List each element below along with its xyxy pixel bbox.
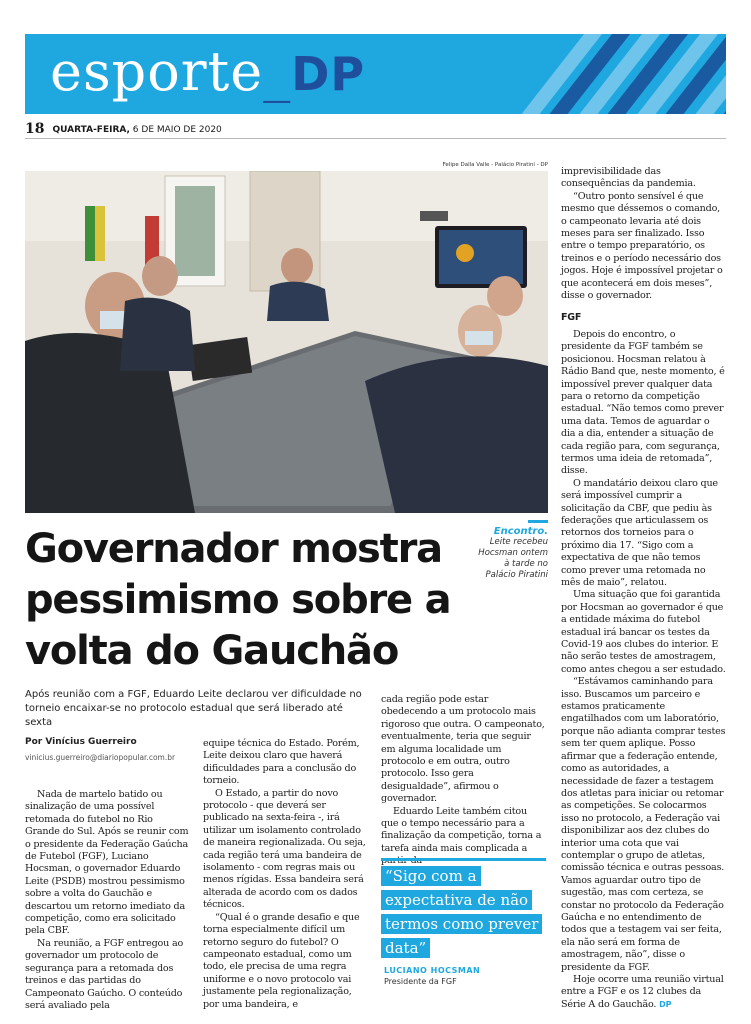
paragraph: “Outro ponto sensível é que mesmo que déssemos o comando, o campeonato levaria até dois meses para ser finalizado. Isso entre o tempo preparatório, os treinos e o período necessário dos jogos. Hoje é impossível projetar o que acontecerá em dois meses”, disse o governador. (561, 190, 723, 302)
body-column-3 (381, 694, 546, 868)
caption-lead: Encontro. (493, 526, 548, 537)
pullquote-role: Presidente da FGF (384, 977, 457, 986)
pullquote (381, 864, 546, 960)
photo-caption (472, 520, 548, 581)
pullquote-author: LUCIANO HOCSMAN (384, 966, 481, 975)
folio-line (25, 121, 726, 137)
paragraph: Na reunião, a FGF entregou ao governador um protocolo de segurança para a retomada dos treinos e das partidas do Campeonato Gaúcho. O conteúdo será avaliado pela (25, 937, 184, 1011)
news-photo (25, 171, 548, 513)
body-column-4 (561, 166, 726, 1011)
body-column-1 (25, 789, 190, 1012)
paragraph: “Estávamos caminhando para isso. Buscamos um parceiro e estamos praticamente engatilhados com um laboratório, porque não adianta comprar testes sem ter quem aplique. Posso afirmar que a federação entende, como as autoridades, a necessidade de fazer a testagem dos atletas para iniciar ou retomar as competições. Se colocarmos isso no protocolo, a Federação vai disponibilizar aos dez clubes do interior uma cota que vai contemplar o grupo de atletas, comissão técnica e outras pessoas. Vamos aguardar outro tipo de sugestão, mas com certeza, se constar no protocolo da Federação Gaúcha e no entendimento de todos que a testagem vai ser feita, ela não será em forma de amostragem, não”, disse o presidente da FGF. (561, 676, 726, 973)
weekday: QUARTA-FEIRA, (52, 125, 130, 135)
paragraph: O Estado, a partir do novo protocolo - que deverá ser publicado na sexta-feira -, irá utilizar um isolamento controlado de maneira regionalizada. Ou seja, cada região terá uma bandeira de isolamento - com regras mais ou menos rígidas. Essa bandeira será alterada de acordo com os dados técnicos. (203, 787, 366, 911)
brand-logo: DP (291, 47, 366, 101)
subhead: FGF (561, 312, 582, 324)
paragraph: Depois do encontro, o presidente da FGF também se posicionou. Hocsman relatou à Rádio Band que, neste momento, é impossível prever qualquer data para o retorno da competição estadual. “Não temos como prever uma data. Temos de aguardar o dia a dia, entender a situação de cada região para, com segurança, termos uma ideia de retomada”, disse. (561, 328, 725, 477)
subheadline: Após reunião com a FGF, Eduardo Leite declarou ver dificuldade no torneio encaixar-se no protocolo estadual que será liberado até sexta (25, 689, 362, 728)
paragraph: Uma situação que foi garantida por Hocsman ao governador é que a entidade máxima do futebol estadual irá bancar os testes da Covid-19 aos clubes do interior. E não serão testes de amostragem, como antes chegou a ser estudado. (561, 589, 726, 675)
paragraph: Nada de martelo batido ou sinalização de uma possível retomada do futebol no Rio Grande do Sul. Após se reunir com o presidente da Federação Gaúcha de Futebol (FGF), Luciano Hocsman, o governador Eduardo Leite (PSDB) mostrou pessimismo sobre a volta do Gauchão e descartou um retorno imediato da competição, como era solicitado pela CBF. (25, 789, 189, 937)
paragraph: Eduardo Leite também citou que o tempo necessário para a finalização da competição, torna a tarefa ainda mais complicada a (381, 805, 542, 854)
meeting-photo-illustration (25, 171, 548, 513)
paragraph: Hoje ocorre uma reunião virtual entre a FGF e os 12 clubes da Série A do Gauchão. DP (561, 974, 724, 1010)
paragraph: equipe técnica do Estado. Porém, Leite deixou claro que haverá dificuldades para a conclusão do torneio. (203, 738, 360, 787)
byline: Por Vinícius Guerreiro (25, 737, 137, 747)
folio-divider (25, 138, 726, 139)
paragraph: O mandatário deixou claro que será impossível cumprir a solicitação da CBF, que pediu às federações que articulassem os retornos dos torneios para o próximo dia 17. “Sigo com a expectativa de que não temos como prever uma retomada no mês de maio”, relatou. (561, 477, 718, 588)
body-column-2 (203, 738, 368, 1011)
date: 6 DE MAIO DE 2020 (129, 125, 222, 135)
pullquote-rule (381, 858, 546, 861)
pullquote-text: “Sigo com a expectativa de não termos como prever data” (381, 866, 542, 958)
headline: Governador mostra pessimismo sobre a volta do Gauchão (25, 526, 451, 674)
author-email: vinicius.guerreiro@diariopopular.com.br (25, 753, 176, 762)
paragraph: “Qual é o grande desafio e que torna especialmente difícil um retorno seguro do futebol? O campeonato estadual, como um todo, ele precisa de uma regra uniforme e o novo protocolo vai justamente pela regionalização, por uma bandeira, e (203, 911, 360, 1010)
caption-text: Leite recebeu Hocsman ontem à tarde no Palácio Piratini (478, 537, 548, 580)
page-number: 18 (25, 121, 45, 137)
photo-credit: Felipe Dalla Valle - Palácio Piratini - DP (442, 162, 548, 168)
end-mark: DP (659, 999, 672, 1009)
paragraph: cada região pode estar obedecendo a um protocolo mais rigoroso que outra. O campeonato, eventualmente, teria que seguir em alguma localidade um protocolo e em outra, outro protocolo. Isso gera desigualdade”, afirmou o governador. (381, 694, 545, 805)
paragraph: imprevisibilidade das consequências da pandemia. (561, 166, 696, 190)
section-title: esporte_DP (50, 40, 366, 103)
